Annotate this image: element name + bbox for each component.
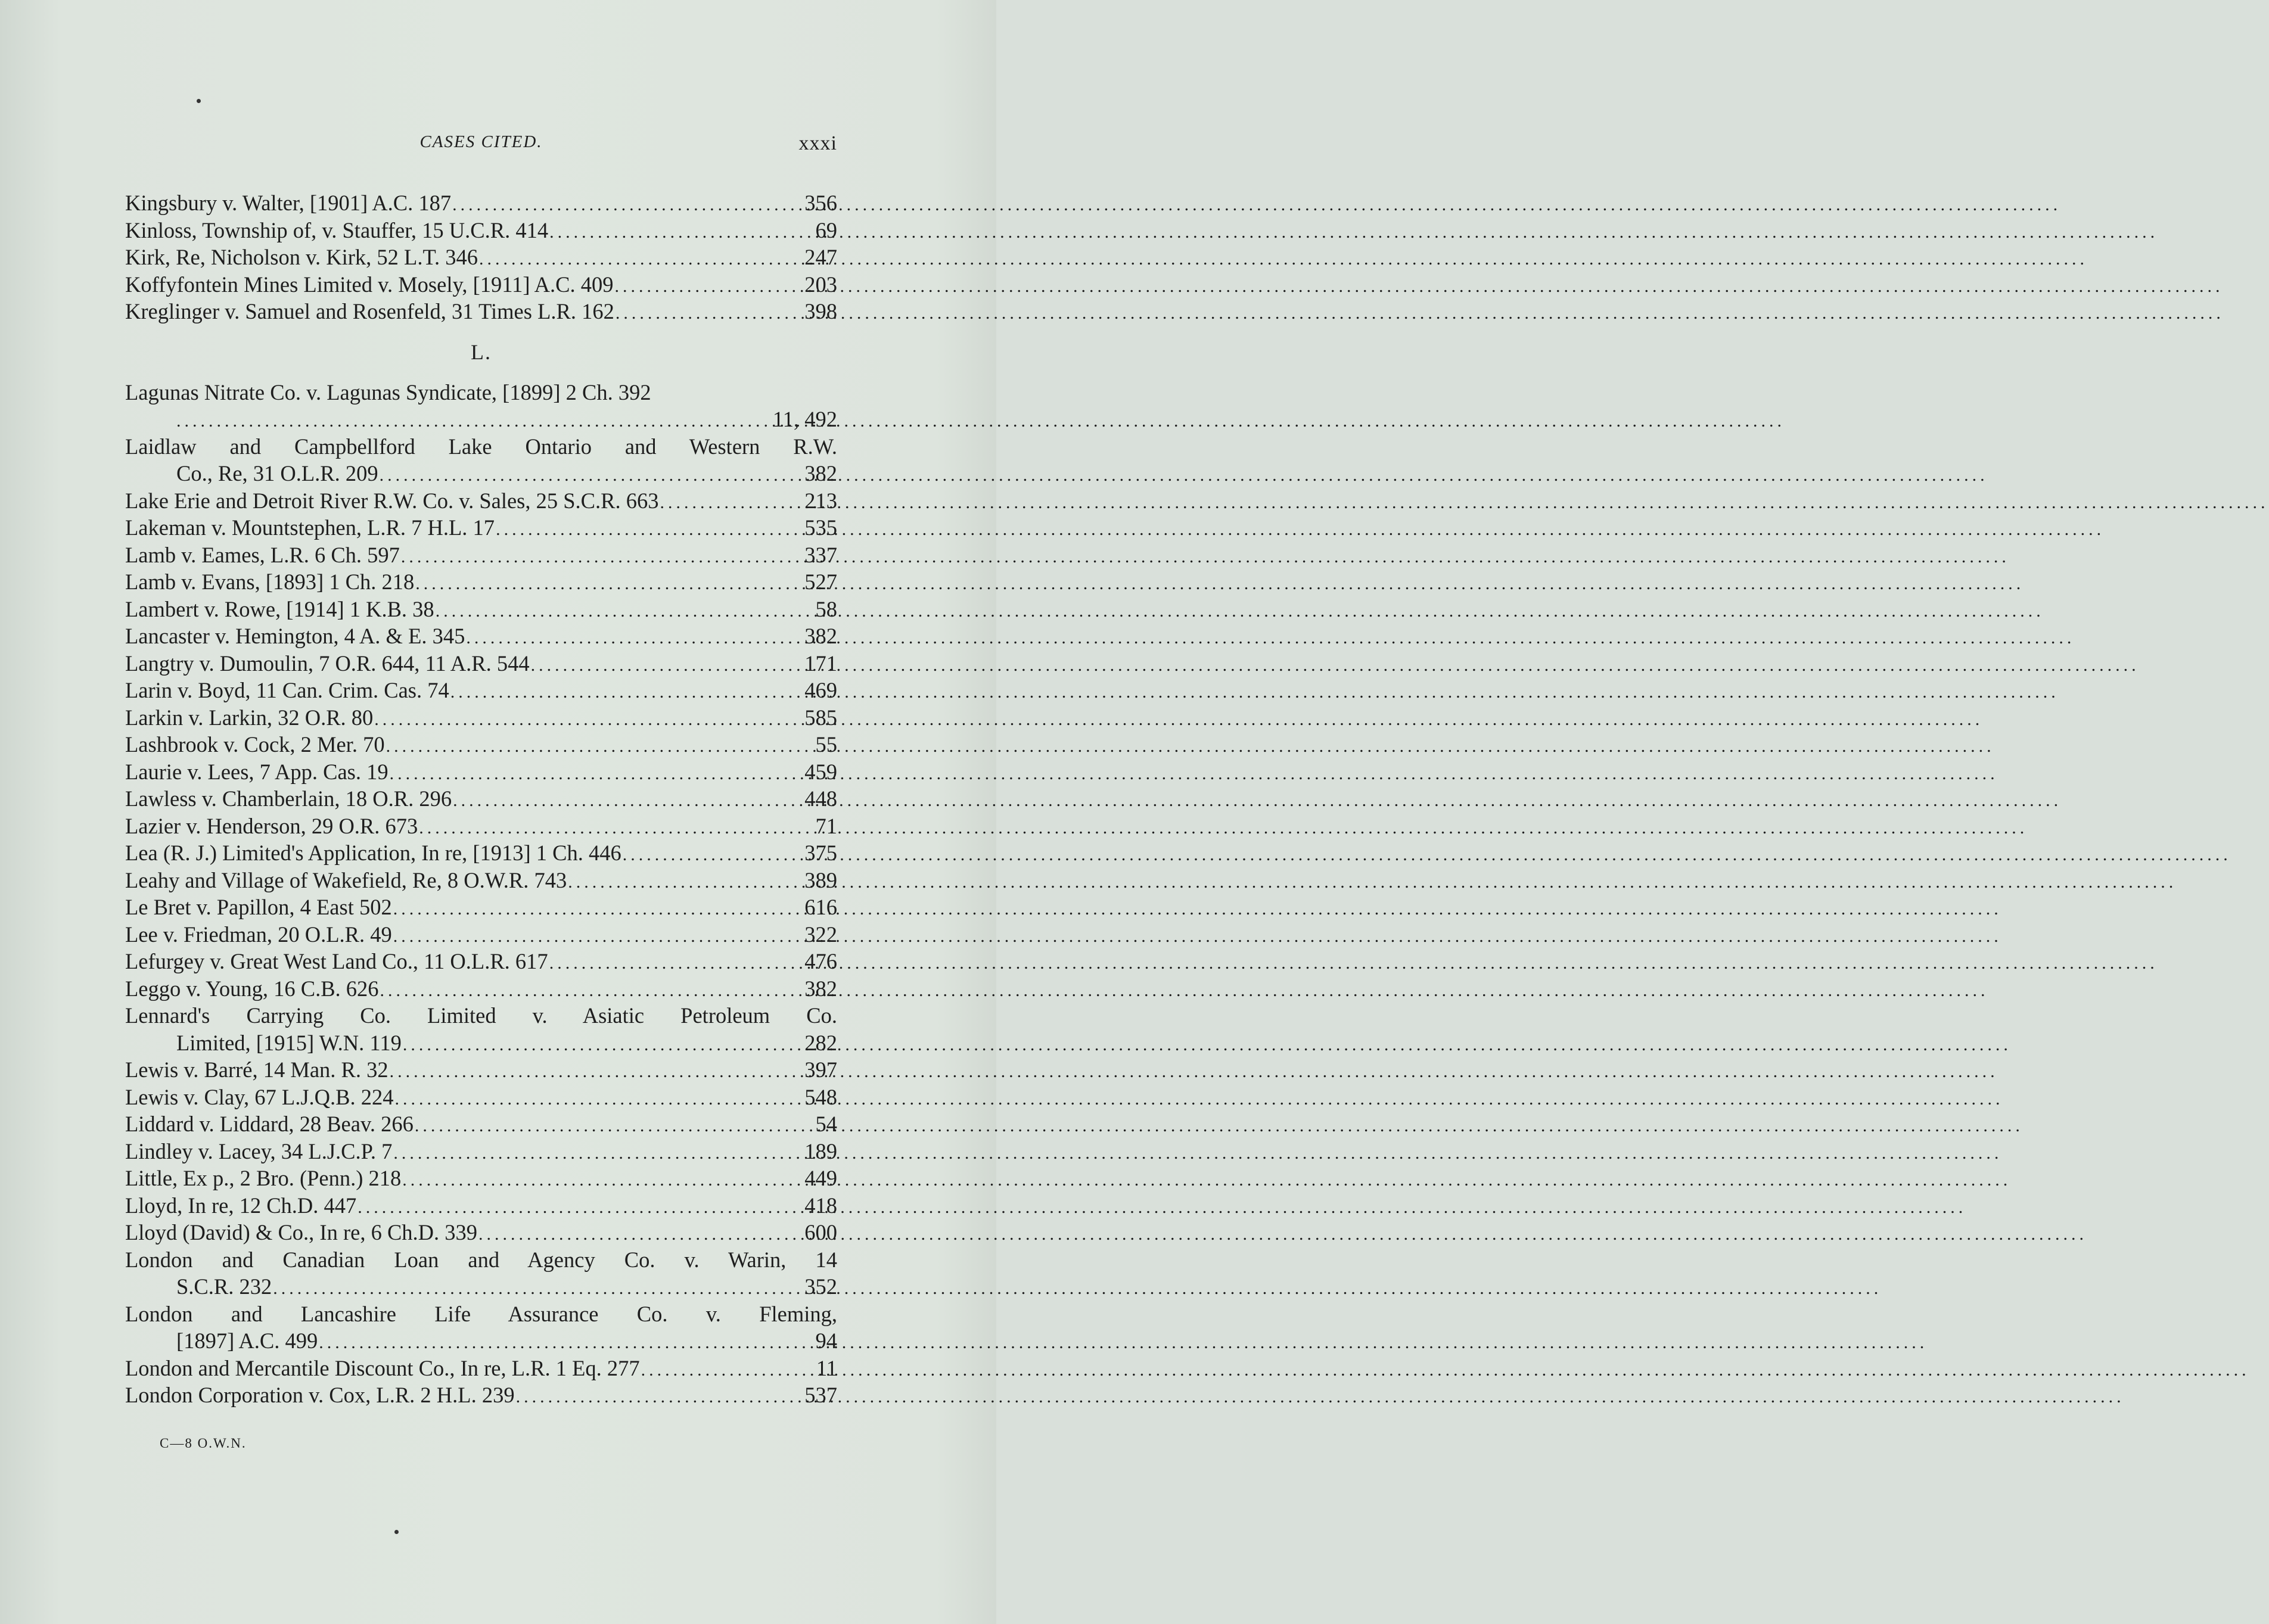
case-entry: [125, 542, 837, 569]
case-page: 537: [804, 1383, 837, 1407]
case-citation: Laidlaw and Campbellford Lake Ontario and Western R.W.: [125, 434, 837, 459]
case-entry: [125, 244, 837, 271]
case-entry-line1: [125, 379, 837, 406]
dot-leader: [568, 869, 798, 896]
case-page: 69: [815, 217, 837, 242]
dot-leader: [374, 706, 798, 733]
dot-leader: [436, 598, 798, 625]
case-citation: London Corporation v. Cox, L.R. 2 H.L. 239: [125, 1383, 515, 1407]
dot-leader: [623, 841, 798, 869]
case-citation: Leahy and Village of Wakefield, Re, 8 O.W.R. 743: [125, 867, 567, 892]
section-letter: L.: [471, 340, 492, 364]
case-citation: London and Lancashire Life Assurance Co. v. Fleming,: [125, 1301, 837, 1326]
case-entry-line1: [125, 1002, 837, 1029]
case-entry-line2: [125, 1327, 837, 1355]
case-citation: Lamb v. Eames, L.R. 6 Ch. 597: [125, 542, 400, 567]
dot-leader: [641, 1357, 798, 1384]
case-entry-line2: [125, 460, 837, 487]
case-citation: Lawless v. Chamberlain, 18 O.R. 296: [125, 786, 452, 811]
case-entry: [125, 1138, 837, 1165]
case-citation: Lazier v. Henderson, 29 O.R. 673: [125, 813, 418, 838]
case-citation-cont: [1897] A.C. 499: [176, 1329, 318, 1353]
case-page: 375: [804, 841, 837, 865]
case-citation: Leggo v. Young, 16 C.B. 626: [125, 976, 379, 1001]
dot-leader: [393, 923, 798, 950]
dot-leader: [402, 1166, 798, 1194]
dot-leader: [380, 977, 798, 1004]
case-page: 382: [804, 976, 837, 1001]
case-entry: [125, 839, 837, 867]
case-page: 449: [804, 1166, 837, 1190]
dot-leader: [390, 760, 798, 788]
case-citation: Lancaster v. Hemington, 4 A. & E. 345: [125, 624, 465, 648]
dot-leader: [415, 570, 798, 598]
case-page: 203: [804, 272, 837, 297]
case-citation-cont: Limited, [1915] W.N. 119: [176, 1030, 402, 1055]
case-entry: [125, 1110, 837, 1138]
case-page: 448: [804, 786, 837, 811]
case-citation: London and Mercantile Discount Co., In re, L.R. 1 Eq. 277: [125, 1355, 640, 1380]
case-entry-line1: [125, 1246, 837, 1274]
case-citation: Lennard's Carrying Co. Limited v. Asiatic Petroleum Co.: [125, 1003, 837, 1028]
case-citation: Lewis v. Clay, 67 L.J.Q.B. 224: [125, 1084, 394, 1109]
case-page: 459: [804, 759, 837, 784]
dot-leader: [466, 624, 798, 652]
case-entry: [125, 894, 837, 921]
case-entry: [125, 568, 837, 596]
case-citation: London and Canadian Loan and Agency Co. v. Warin, 14: [125, 1247, 837, 1272]
case-entry-line1: [125, 1301, 837, 1328]
case-page: 247: [804, 245, 837, 269]
case-entry: [125, 650, 837, 677]
case-citation-cont: Co., Re, 31 O.L.R. 209: [176, 461, 378, 486]
case-entry-line2: [125, 1273, 837, 1301]
case-entry: [125, 1056, 837, 1084]
case-citation: Lake Erie and Detroit River R.W. Co. v. Sales, 25 S.C.R. 663: [125, 488, 659, 513]
case-entry-line2: [125, 406, 837, 433]
running-head: CASES CITED.: [419, 132, 543, 151]
case-page: 171: [804, 651, 837, 676]
case-citation: Langtry v. Dumoulin, 7 O.R. 644, 11 A.R. 544: [125, 651, 530, 676]
case-citation: Le Bret v. Papillon, 4 East 502: [125, 895, 392, 919]
dot-leader: [393, 895, 798, 923]
dot-leader: [403, 1031, 798, 1059]
case-page: 527: [804, 570, 837, 594]
case-entry: [125, 785, 837, 813]
dot-leader: [549, 219, 798, 246]
case-page: 469: [804, 678, 837, 702]
signature-mark: C—8 O.W.N.: [160, 1436, 247, 1451]
dot-leader: [401, 543, 798, 571]
case-page: 397: [804, 1057, 837, 1082]
case-citation: Little, Ex p., 2 Bro. (Penn.) 218: [125, 1166, 402, 1190]
dot-leader: [176, 407, 769, 435]
case-entry: [125, 217, 837, 244]
case-citation: Kreglinger v. Samuel and Rosenfeld, 31 Times L.R. 162: [125, 299, 614, 323]
case-citation: Lea (R. J.) Limited's Application, In re, [1913] 1 Ch. 446: [125, 841, 621, 865]
dot-leader: [450, 679, 798, 706]
case-citation: Lagunas Nitrate Co. v. Lagunas Syndicate, [1899] 2 Ch. 392: [125, 379, 651, 405]
page-number: xxxi: [798, 132, 837, 154]
dot-leader: [380, 462, 798, 489]
case-entry: [125, 704, 837, 732]
case-page: 585: [804, 705, 837, 730]
case-citation: Larin v. Boyd, 11 Can. Crim. Cas. 74: [125, 678, 449, 702]
dot-leader: [496, 516, 798, 543]
case-entry: [125, 189, 837, 217]
case-citation: Lamb v. Evans, [1893] 1 Ch. 218: [125, 570, 415, 594]
dot-leader: [358, 1194, 798, 1221]
dot-leader: [616, 300, 798, 327]
case-citation: Liddard v. Liddard, 28 Beav. 266: [125, 1112, 414, 1136]
case-page: 322: [804, 922, 837, 947]
case-citation: Larkin v. Larkin, 32 O.R. 80: [125, 705, 374, 730]
case-entry: [125, 921, 837, 948]
case-entry: [125, 1219, 837, 1246]
case-page: 382: [804, 461, 837, 486]
print-speck: [394, 1530, 399, 1534]
case-entry: [125, 948, 837, 975]
case-page: 337: [804, 542, 837, 567]
dot-leader: [660, 489, 798, 517]
case-entry: [125, 731, 837, 758]
case-page: 356: [804, 191, 837, 215]
case-entry: [125, 1084, 837, 1111]
case-entry: [125, 596, 837, 623]
case-citation: Lee v. Friedman, 20 O.L.R. 49: [125, 922, 392, 947]
case-entry: [125, 298, 837, 325]
dot-leader: [452, 191, 798, 219]
case-citation: Kinloss, Township of, v. Stauffer, 15 U.C.R. 414: [125, 217, 549, 242]
case-entry: [125, 975, 837, 1003]
case-page: 55: [815, 732, 837, 757]
case-entry-line1: [125, 433, 837, 461]
case-citation: Laurie v. Lees, 7 App. Cas. 19: [125, 759, 388, 784]
case-citation: Lindley v. Lacey, 34 L.J.C.P. 7: [125, 1138, 393, 1163]
case-entry-line2: [125, 1029, 837, 1057]
case-citation: Lakeman v. Mountstephen, L.R. 7 H.L. 17: [125, 515, 495, 540]
case-entry: [125, 758, 837, 786]
case-page: 189: [804, 1138, 837, 1163]
case-page: 58: [815, 596, 837, 621]
case-entry: [125, 1355, 837, 1382]
case-citation: Lambert v. Rowe, [1914] 1 K.B. 38: [125, 596, 434, 621]
case-entry: [125, 1192, 837, 1219]
case-page: 213: [804, 488, 837, 513]
case-page: 389: [804, 867, 837, 892]
case-page: 476: [804, 949, 837, 973]
dot-leader: [549, 950, 798, 977]
case-page: 616: [804, 895, 837, 919]
case-entry: [125, 1382, 837, 1409]
dot-leader: [390, 1058, 798, 1085]
case-entry: [125, 867, 837, 894]
dot-leader: [273, 1275, 798, 1302]
case-entry: [125, 271, 837, 298]
case-page: 11: [816, 1355, 837, 1380]
case-entry: [125, 677, 837, 704]
dot-leader: [394, 1085, 798, 1113]
case-entry: [125, 623, 837, 650]
case-page: 382: [804, 624, 837, 648]
dot-leader: [393, 1140, 798, 1167]
case-page: 418: [804, 1193, 837, 1218]
case-page: 548: [804, 1084, 837, 1109]
page-header: [125, 132, 837, 156]
case-citation: Lewis v. Barré, 14 Man. R. 32: [125, 1057, 388, 1082]
case-entry: [125, 813, 837, 840]
case-citation: Kingsbury v. Walter, [1901] A.C. 187: [125, 191, 452, 215]
dot-leader: [615, 273, 798, 300]
case-page: 94: [815, 1329, 837, 1353]
book-page: [0, 0, 996, 1624]
dot-leader: [479, 245, 798, 273]
dot-leader: [319, 1329, 798, 1357]
case-page: 600: [804, 1220, 837, 1245]
dot-leader: [478, 1221, 798, 1248]
case-page: 54: [815, 1112, 837, 1136]
case-citation: Lloyd, In re, 12 Ch.D. 447: [125, 1193, 357, 1218]
case-citation: Kirk, Re, Nicholson v. Kirk, 52 L.T. 346: [125, 245, 478, 269]
dot-leader: [453, 787, 798, 814]
case-page: 282: [804, 1030, 837, 1055]
case-citation: Lashbrook v. Cock, 2 Mer. 70: [125, 732, 385, 757]
case-page: 352: [804, 1274, 837, 1299]
case-entry: [125, 487, 837, 515]
case-citation: Lloyd (David) & Co., In re, 6 Ch.D. 339: [125, 1220, 478, 1245]
cases-cited-list: [125, 189, 837, 1409]
case-page: 398: [804, 299, 837, 323]
case-page: 535: [804, 515, 837, 540]
case-citation-cont: S.C.R. 232: [176, 1274, 272, 1299]
dot-leader: [415, 1112, 798, 1140]
dot-leader: [531, 652, 798, 679]
case-citation: Lefurgey v. Great West Land Co., 11 O.L.R. 617: [125, 949, 548, 973]
case-entry: [125, 1165, 837, 1192]
dot-leader: [516, 1383, 798, 1411]
case-page: 71: [815, 813, 837, 838]
print-speck: [197, 99, 201, 103]
case-page: 11, 492: [772, 407, 837, 431]
case-entry: [125, 514, 837, 542]
dot-leader: [419, 814, 798, 842]
dot-leader: [386, 733, 798, 760]
case-citation: Koffyfontein Mines Limited v. Mosely, [1911] A.C. 409: [125, 272, 614, 297]
